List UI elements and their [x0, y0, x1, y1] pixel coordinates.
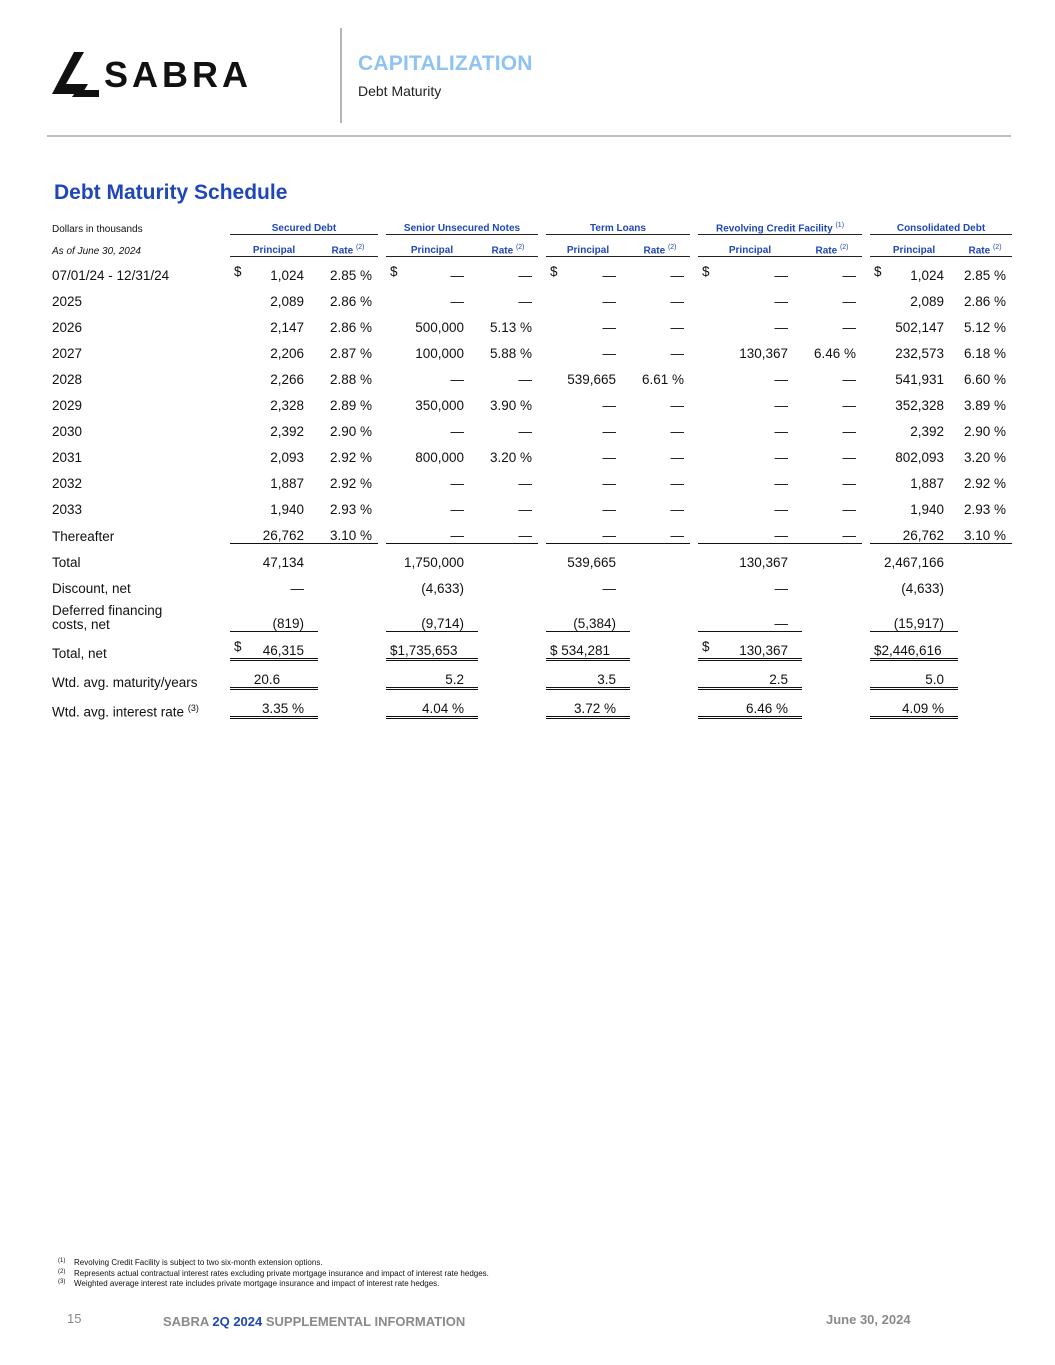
cell: (4,633) [421, 581, 464, 596]
cell: — [602, 320, 616, 335]
cell: $ 1,024 [870, 257, 958, 283]
sabra-logo [52, 50, 297, 100]
cell: (15,917) [870, 596, 958, 632]
cell: — [842, 320, 857, 335]
cell: 2.88 % [329, 372, 372, 387]
cell: — [774, 372, 788, 387]
cell: 539,665 [567, 555, 616, 570]
cell: — [842, 450, 857, 465]
table-row-total [52, 544, 1012, 570]
cell: 539,665 [567, 372, 616, 387]
cell: 800,000 [415, 450, 464, 465]
cell: — [602, 581, 616, 596]
table-row [52, 439, 1012, 465]
row-label: 2026 [52, 320, 83, 335]
cell: 6.60 % [963, 372, 1007, 387]
cell: — [670, 346, 684, 361]
cell: 5.88 % [489, 346, 532, 361]
cell: 2,206 [270, 346, 304, 361]
row-label: 2028 [52, 372, 83, 387]
cell: 47,134 [262, 555, 304, 570]
cell: — [774, 398, 788, 413]
section-subtitle: Debt Maturity [358, 83, 442, 99]
row-label: 07/01/24 - 12/31/24 [52, 268, 170, 283]
cell: $ 534,281 [546, 632, 630, 661]
cell: 100,000 [415, 346, 464, 361]
cell: 5.12 % [963, 320, 1007, 335]
cell: 6.46 % [698, 690, 802, 719]
row-label: Discount, net [52, 581, 131, 596]
footnotes [58, 1258, 489, 1290]
cell: — [602, 294, 616, 309]
table-row-discount [52, 570, 1012, 596]
cell: — [450, 424, 464, 439]
cell: 6.18 % [963, 346, 1007, 361]
cell: 350,000 [415, 398, 464, 413]
cell: — [670, 320, 684, 335]
table-row [52, 387, 1012, 413]
cell: 5.0 [870, 661, 958, 690]
cell: — [698, 517, 802, 544]
cell: 1,887 [270, 476, 304, 491]
cell: $ — [698, 257, 802, 283]
row-label: Wtd. avg. interest rate $^{(3)}$ [52, 702, 199, 719]
cell: 6.61 % [641, 372, 684, 387]
principal-header: Principal [386, 235, 478, 257]
cell: 2.86 % [329, 320, 372, 335]
footnote: (2) Represents actual contractual interest rates excluding private mortgage insurance and impact of interest rate hedges. [58, 1268, 489, 1278]
cell: 3.90 % [489, 398, 532, 413]
cell: — [518, 424, 532, 439]
cell: — [842, 398, 857, 413]
cell: — [774, 320, 788, 335]
cell: — [518, 476, 532, 491]
cell: — [602, 398, 616, 413]
cell: — [630, 517, 690, 544]
cell: — [518, 502, 532, 517]
cell: — [842, 476, 857, 491]
debt-maturity-table [52, 217, 1012, 719]
table-row [52, 361, 1012, 387]
cell: 2.92 % [329, 450, 372, 465]
cell: 3.5 [546, 661, 630, 690]
table-row-deferred [52, 596, 1012, 632]
cell: — [842, 372, 857, 387]
cell: 4.04 % [386, 690, 478, 719]
table-row [52, 491, 1012, 517]
row-label: 2029 [52, 398, 83, 413]
table-row [52, 413, 1012, 439]
principal-header: Principal [698, 235, 802, 257]
principal-header: Principal [870, 235, 958, 257]
cell: 3.10 % [318, 517, 378, 544]
cell: $ — [386, 257, 478, 283]
cell: 1,887 [910, 476, 945, 491]
footnote: (3) Weighted average interest rate includes private mortgage insurance and impact of interest rate hedges. [58, 1279, 440, 1288]
cell: — [450, 502, 464, 517]
cell: — [386, 517, 478, 544]
table-row [52, 283, 1012, 309]
cell: 802,093 [895, 450, 945, 465]
cell: 502,147 [895, 320, 945, 335]
table-row-maturity [52, 661, 1012, 690]
cell: 2,328 [270, 398, 304, 413]
group-senior-unsecured-notes: Senior Unsecured Notes [386, 217, 538, 235]
row-label: 2025 [52, 294, 83, 309]
cell: 2.89 % [329, 398, 372, 413]
cell: 2.90 % [329, 424, 372, 439]
cell: — [518, 294, 532, 309]
cell: 4.09 % [870, 690, 958, 719]
cell: 3.20 % [489, 450, 532, 465]
cell: 3.20 % [963, 450, 1007, 465]
cell: $ 130,367 [698, 632, 802, 661]
cell: 2,467,166 [883, 555, 945, 570]
footer-date: June 30, 2024 [826, 1312, 911, 1327]
cell: 2,089 [910, 294, 945, 309]
cell: 3.10 % [958, 517, 1012, 544]
group-secured-debt: Secured Debt [230, 217, 378, 235]
units-label: Dollars in thousands [52, 224, 143, 235]
cell: 2,147 [270, 320, 304, 335]
principal-header: Principal [546, 235, 630, 257]
cell: 6.46 % [813, 346, 857, 361]
cell: — [670, 450, 684, 465]
table-row [52, 465, 1012, 491]
table-row [52, 309, 1012, 335]
cell: 1,940 [910, 502, 945, 517]
cell: 2,392 [270, 424, 304, 439]
row-label: Total [52, 555, 81, 570]
cell: 500,000 [415, 320, 464, 335]
cell: 2.5 [698, 661, 802, 690]
group-term-loans: Term Loans [546, 217, 690, 235]
cell: — [602, 424, 616, 439]
cell: 2,089 [270, 294, 304, 309]
principal-header: Principal [230, 235, 318, 257]
cell: 2.86 % [329, 294, 372, 309]
cell: 352,328 [895, 398, 945, 413]
cell: 130,367 [739, 555, 788, 570]
cell: 2.93 % [329, 502, 372, 517]
cell: $ — [546, 257, 630, 283]
table-title: Debt Maturity Schedule [54, 181, 288, 204]
cell: 2.87 % [329, 346, 372, 361]
rate-header: Rate $^{(2)}$ [318, 235, 378, 257]
cell: — [698, 596, 802, 632]
cell: 2.93 % [963, 502, 1007, 517]
row-label: Total, net [52, 646, 107, 661]
cell: 130,367 [739, 346, 788, 361]
cell: — [602, 346, 616, 361]
group-revolving-credit-facility: Revolving Credit Facility $^{(1)}$ [698, 217, 862, 235]
cell: (9,714) [386, 596, 478, 632]
cell: 5.13 % [489, 320, 532, 335]
cell: 26,762 [870, 517, 958, 544]
cell: 1,940 [270, 502, 304, 517]
cell: 2.92 % [963, 476, 1007, 491]
cell: — [450, 294, 464, 309]
cell: 20.6 [230, 661, 318, 690]
cell: — [842, 424, 857, 439]
cell: 2.90 % [963, 424, 1007, 439]
cell: 2.92 % [329, 476, 372, 491]
page-number: 15 [67, 1311, 82, 1326]
row-label: 2027 [52, 346, 83, 361]
rate-header: Rate $^{(2)}$ [478, 235, 538, 257]
cell: (5,384) [546, 596, 630, 632]
cell: — [450, 476, 464, 491]
cell: $2,446,616 [870, 632, 958, 661]
cell: — [774, 502, 788, 517]
cell: — [670, 268, 684, 283]
cell: — [670, 476, 684, 491]
table-row [52, 257, 1012, 283]
footnote: (1) Revolving Credit Facility is subject to two six-month extension options. [58, 1258, 323, 1267]
header-rule [47, 135, 1011, 137]
cell: — [290, 581, 304, 596]
cell: (4,633) [901, 581, 945, 596]
table-row-interest [52, 690, 1012, 719]
cell: — [774, 424, 788, 439]
cell: — [602, 476, 616, 491]
cell: — [774, 581, 788, 596]
cell: 26,762 [230, 517, 318, 544]
cell: — [518, 268, 532, 283]
maturity-rows [52, 257, 1012, 544]
cell: — [774, 476, 788, 491]
logo-wordmark: SABRA [104, 54, 253, 95]
cell: — [670, 398, 684, 413]
as-of-label: As of June 30, 2024 [52, 246, 141, 257]
cell: 3.89 % [963, 398, 1007, 413]
row-label: 2031 [52, 450, 83, 465]
cell: 3.35 % [230, 690, 318, 719]
cell: — [842, 294, 857, 309]
header-divider [340, 28, 342, 123]
cell: — [450, 372, 464, 387]
row-label: Thereafter [52, 529, 115, 544]
cell: — [602, 450, 616, 465]
cell: — [670, 424, 684, 439]
table-row [52, 335, 1012, 361]
cell: — [602, 502, 616, 517]
cell: — [842, 268, 857, 283]
cell: 1,750,000 [403, 555, 464, 570]
rate-header: Rate $^{(2)}$ [802, 235, 862, 257]
cell: 2,266 [270, 372, 304, 387]
footer-title: SABRA 2Q 2024 SUPPLEMENTAL INFORMATION [163, 1314, 466, 1329]
cell: — [842, 502, 857, 517]
row-label: 2033 [52, 502, 83, 517]
cell: 2.86 % [963, 294, 1007, 309]
cell: $1,735,653 [386, 632, 478, 661]
cell: (819) [230, 596, 318, 632]
row-label: Deferred financing costs, net [52, 603, 163, 632]
cell: — [670, 502, 684, 517]
cell: — [518, 372, 532, 387]
rate-header: Rate $^{(2)}$ [630, 235, 690, 257]
cell: 3.72 % [546, 690, 630, 719]
group-consolidated-debt: Consolidated Debt [870, 217, 1012, 235]
row-label: 2030 [52, 424, 83, 439]
cell: — [774, 294, 788, 309]
cell: — [478, 517, 538, 544]
cell: — [546, 517, 630, 544]
row-label: Wtd. avg. maturity/years [52, 675, 198, 690]
cell: 2.85 % [963, 268, 1007, 283]
cell: 5.2 [386, 661, 478, 690]
cell: — [802, 517, 862, 544]
cell: 2,392 [910, 424, 945, 439]
cell: 541,931 [895, 372, 945, 387]
cell: 2.85 % [329, 268, 372, 283]
section-title: CAPITALIZATION [358, 52, 533, 75]
cell: $ 46,315 [230, 632, 318, 661]
row-label: 2032 [52, 476, 83, 491]
cell: 2,093 [270, 450, 304, 465]
cell: 232,573 [895, 346, 945, 361]
table-row [52, 517, 1012, 544]
table-row-total-net [52, 632, 1012, 661]
cell: — [670, 294, 684, 309]
cell: $ 1,024 [230, 257, 318, 283]
rate-header: Rate $^{(2)}$ [958, 235, 1012, 257]
cell: — [774, 450, 788, 465]
